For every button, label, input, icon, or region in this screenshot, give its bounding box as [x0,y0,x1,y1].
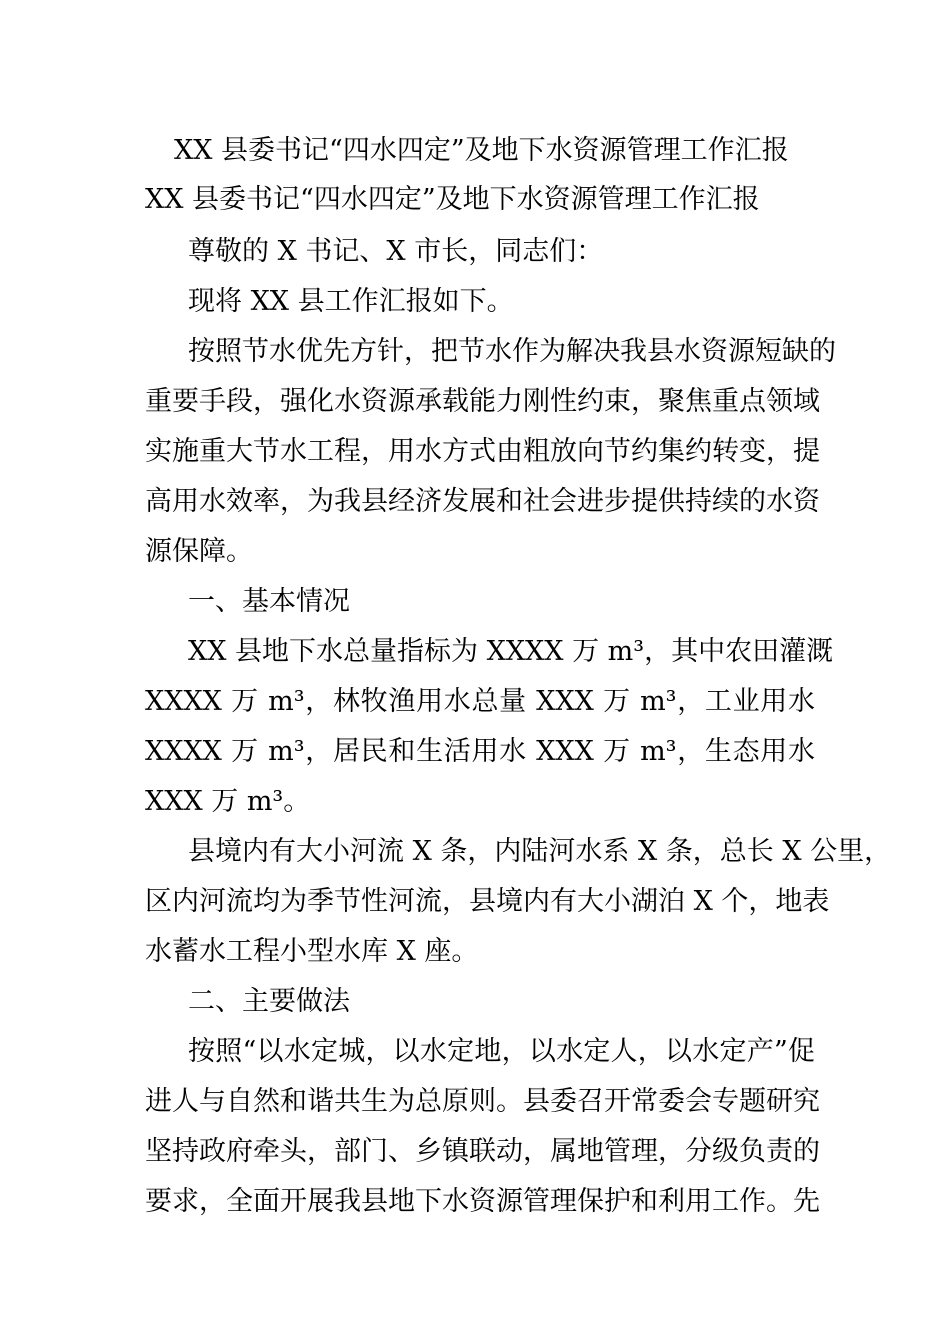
paragraph-2-line: XX 县地下水总量指标为 XXXX 万 m³，其中农田灌溉 [188,636,834,667]
paragraph-1-line: 实施重大节水工程，用水方式由粗放向节约集约转变，提 [145,436,820,467]
intro-line: 现将 XX 县工作汇报如下。 [188,286,514,317]
paragraph-3-line: 水蓄水工程小型水库 X 座。 [145,936,479,967]
paragraph-3-line: 区内河流均为季节性河流，县境内有大小湖泊 X 个，地表 [145,886,830,917]
paragraph-1-line: 高用水效率，为我县经济发展和社会进步提供持续的水资 [145,486,820,517]
greeting-line: 尊敬的 X 书记、X 市长，同志们： [188,236,604,267]
paragraph-2-line: XXXX 万 m³，居民和生活用水 XXX 万 m³，生态用水 [145,736,815,767]
paragraph-3-line: 县境内有大小河流 X 条，内陆河水系 X 条，总长 X 公里， [188,836,892,867]
document-title-repeat: XX 县委书记“四水四定”及地下水资源管理工作汇报 [145,184,760,215]
paragraph-1-line: 重要手段，强化水资源承载能力刚性约束，聚焦重点领域 [145,386,820,417]
paragraph-2-line: XXX 万 m³。 [145,786,311,817]
paragraph-4-line: 要求，全面开展我县地下水资源管理保护和利用工作。先 [145,1186,820,1217]
paragraph-4-line: 进人与自然和谐共生为总原则。县委召开常委会专题研究 [145,1086,820,1117]
paragraph-4-line: 按照“以水定城，以水定地，以水定人，以水定产”促 [188,1036,815,1067]
paragraph-1-line: 按照节水优先方针，把节水作为解决我县水资源短缺的 [188,336,836,367]
paragraph-2-line: XXXX 万 m³，林牧渔用水总量 XXX 万 m³，工业用水 [145,686,815,717]
section-heading-practices: 二、主要做法 [188,986,350,1017]
paragraph-4-line: 坚持政府牵头，部门、乡镇联动，属地管理，分级负责的 [145,1136,820,1167]
document-title: XX 县委书记“四水四定”及地下水资源管理工作汇报 [174,135,789,166]
section-heading-basic: 一、基本情况 [188,586,350,617]
paragraph-1-line: 源保障。 [145,536,253,567]
